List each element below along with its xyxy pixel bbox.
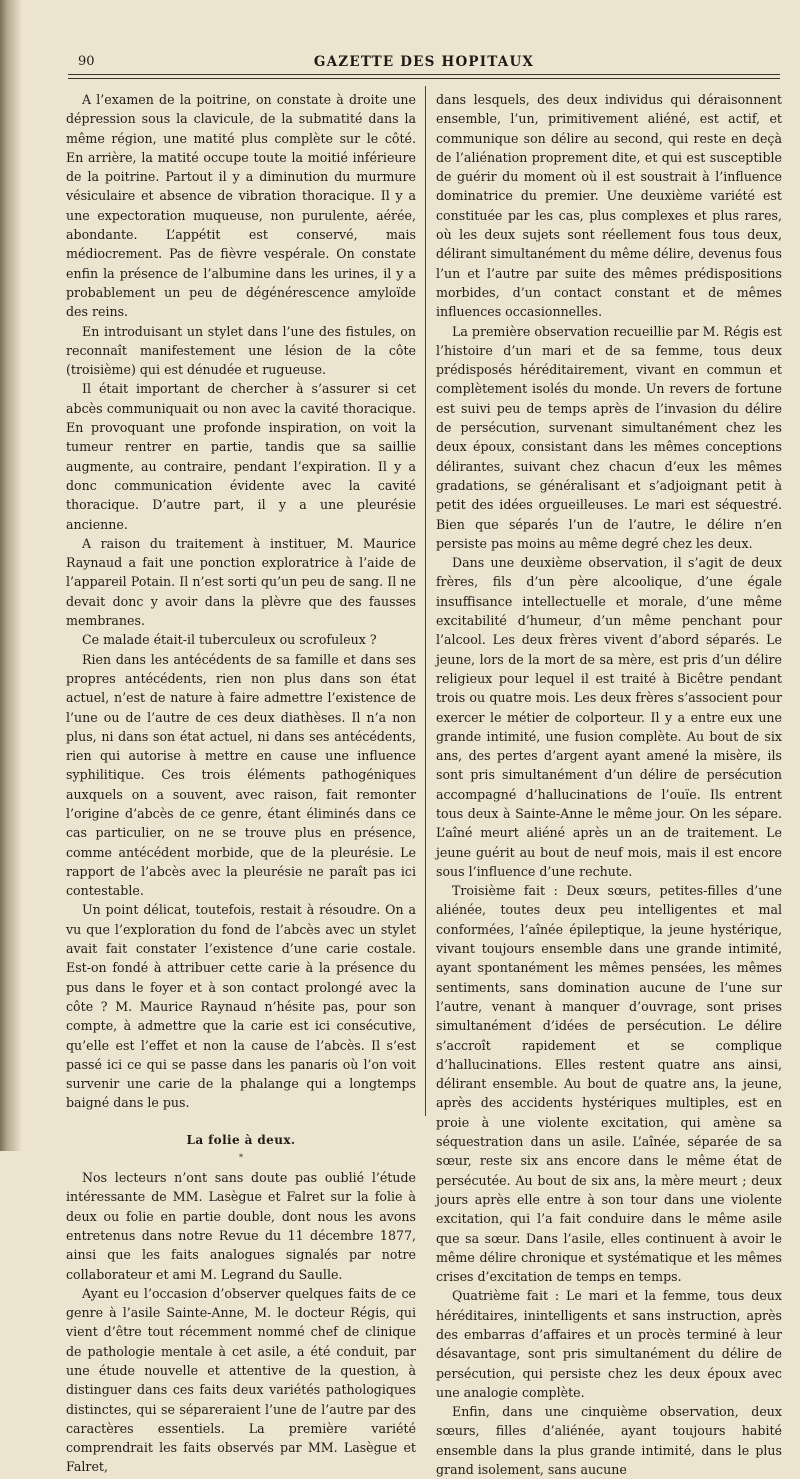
journal-title: GAZETTE DES HOPITAUX: [313, 54, 535, 70]
right-column: [436, 90, 782, 1479]
section-title: La folie à deux.: [186, 1132, 296, 1147]
paragraph: Ce malade était-il tuberculeux ou scrofuleux ?: [82, 632, 377, 648]
paragraph: Rien dans les antécédents de sa famille et dans ses propres antécédents, rien non plus dans son état actuel, n’est de nature à faire admettre l’existence de l’une ou de l’autre de ces deux diathèses. Il n’a non plus, ni dans son état actuel, ni dans ses antécédents, rien qui autorise à mettre en cause une influence syphilitique. Ces trois éléments pathogéniques auxquels on a souvent, avec raison, fait remonter l’origine d’abcès de ce genre, étant éliminés dans ce cas particulier, on ne se trouve plus en présence, comme antécédent morbide, que de la pleurésie. Le rapport de l’abcès avec la pleurésie ne paraît pas ici contestable.: [66, 651, 416, 899]
page-header: [68, 52, 780, 72]
paragraph: Ayant eu l’occasion d’observer quelques faits de ce genre à l’asile Sainte-Anne, M. le docteur Régis, qui vient d’être tout récemment nommé chef de clinique de pathologie mentale à cet asile, a été conduit, par une étude nouvelle et attentive de la question, à distinguer dans ces faits deux variétés pathologiques distinctes, qui se sépareraient l’une de l’autre par des caractères essentiels. La première variété comprendrait les faits observés par MM. Lasègue et Falret,: [66, 1285, 416, 1475]
header-rule-top: [68, 74, 780, 75]
paragraph: Quatrième fait : Le mari et la femme, tous deux héréditaires, inintelligents et sans instruction, après des embarras d’affaires et un procès terminé à leur désavantage, sont pris simultanément du délire de persécution, qui persiste chez les deux époux avec une analogie complète.: [436, 1288, 782, 1400]
paragraph: Un point délicat, toutefois, restait à résoudre. On a vu que l’exploration du fond de l’abcès avec un stylet avait fait constater l’existence d’une carie costale. Est-on fondé à attribuer cette carie à la présence du pus dans le foyer et à son contact prolongé avec la côte ? M. Maurice Raynaud n’hésite pas, pour son compte, à admettre que la carie est ici consécutive, qu’elle est l’effet et non la cause de l’abcès. Il s’est passé ici ce qui se passe dans les panaris où l’on voit survenir une carie de la phalange qui a longtemps baigné dans le pus.: [66, 902, 416, 1111]
paragraph: Dans une deuxième observation, il s’agit de deux frères, fils d’un père alcoolique, d’une égale insuffisance intellectuelle et morale, d’une même excitabilité d’humeur, d’un même penchant pour l’alcool. Les deux frères vivent d’abord séparés. Le jeune, lors de la mort de sa mère, est pris d’un délire religieux pour lequel il est traité à Bicêtre pendant trois ou quatre mois. Les deux frères s’associent pour exercer le métier de colporteur. Il y a entre eux une grande intimité, une fusion complète. Au bout de six ans, des pertes d’argent ayant amené la misère, ils sont pris simultanément d’un délire de persécution accompagné d’hallucinations de l’ouïe. Ils entrent tous deux à Sainte-Anne le même jour. On les sépare. L’aîné meurt aliéné après un an de traitement. Le jeune guérit au bout de neuf mois, mais il est encore sous l’influence d’une rechute.: [436, 555, 782, 879]
column-divider: [425, 86, 426, 1116]
paragraph: dans lesquels, des deux individus qui déraisonnent ensemble, l’un, primitivement aliéné, est actif, et communique son délire au second, qui reste en deçà de l’aliénation proprement dite, et qui est susceptible de guérir du moment où il est soustrait à l’influence dominatrice du premier. Une deuxième variété est constituée par les cas, plus complexes et plus rares, où les deux sujets sont réellement fous tous deux, délirant simultanément du même délire, devenus fous l’un et l’autre par suite des mêmes prédispositions morbides, d’un contact constant et de mêmes influences occasionnelles.: [436, 92, 782, 320]
paragraph: A raison du traitement à instituer, M. Maurice Raynaud a fait une ponction exploratrice à l’aide de l’appareil Potain. Il n’est sorti qu’un peu de sang. Il ne devait donc y avoir dans la plèvre que des fausses membranes.: [66, 535, 416, 629]
paragraph: Nos lecteurs n’ont sans doute pas oublié l’étude intéressante de MM. Lasègue et Falret sur la folie à deux ou folie en partie double, dont nous les avons entretenus dans notre Revue du 11 décembre 1877, ainsi que les faits analogues signalés par notre collaborateur et ami M. Legrand du Saulle.: [66, 1170, 416, 1282]
paragraph: Enfin, dans une cinquième observation, deux sœurs, filles d’aliénée, ayant toujours habité ensemble dans la plus grande intimité, dans le plus grand isolement, sans aucune: [436, 1404, 782, 1478]
left-column: [66, 90, 416, 1477]
section-ornament: *: [239, 1153, 243, 1163]
paragraph: Troisième fait : Deux sœurs, petites-filles d’une aliénée, toutes deux peu intelligentes et mal conformées, l’aînée épileptique, la jeune hystérique, vivant toujours ensemble dans une grande intimité, ayant spontanément les mêmes pensées, les mêmes sentiments, sans domination aucune de l’une sur l’autre, venant à manquer d’ouvrage, sont prises simultanément d’idées de persécution. Le délire s’accroît rapidement et se complique d’hallucinations. Elles restent quatre ans ainsi, délirant ensemble. Au bout de quatre ans, la jeune, après des accidents hystériques multiples, est en proie à une violente excitation, qui amène sa séquestration dans un asile. L’aînée, séparée de sa sœur, reste six ans encore dans le même état de persécutée. Au bout de six ans, la mère meurt ; deux jours après elle entre à son tour dans une violente excitation, qui l’a fait conduire dans le même asile que sa sœur. Dans l’asile, elles continuent à avoir le même délire chronique et systématique et les mêmes crises d’excitation de temps en temps.: [436, 883, 782, 1285]
page-number: 90: [78, 54, 95, 69]
paragraph: Il était important de chercher à s’assurer si cet abcès communiquait ou non avec la cavité thoracique. En provoquant une profonde inspiration, on voit la tumeur rentrer en partie, tandis que sa saillie augmente, au contraire, pendant l’expiration. Il y a donc communication évidente avec la cavité thoracique. D’autre part, il y a une pleurésie ancienne.: [66, 381, 416, 532]
paragraph: A l’examen de la poitrine, on constate à droite une dépression sous la clavicule, de la submatité dans la même région, une matité plus complète sur le côté. En arrière, la matité occupe toute la moitié inférieure de la poitrine. Partout il y a diminution du murmure vésiculaire et absence de vibration thoracique. Il y a une expectoration muqueuse, non purulente, aérée, abondante. L’appétit est conservé, mais médiocrement. Pas de fièvre vespérale. On constate enfin la présence de l’albumine dans les urines, il y a probablement un peu de dégénérescence amyloïde des reins.: [66, 92, 416, 320]
paragraph: La première observation recueillie par M. Régis est l’histoire d’un mari et de sa femme, tous deux prédisposés héréditairement, vivant en commun et complètement isolés du monde. Un revers de fortune est suivi peu de temps après de l’invasion du délire de persécution, survenant simultanément chez les deux époux, consistant dans les mêmes conceptions délirantes, suivant chez chacun d’eux les mêmes gradations, se généralisant et s’adjoignant petit à petit des idées orgueilleuses. Le mari est séquestré. Bien que séparés l’un de l’autre, le délire n’en persiste pas moins au même degré chez les deux.: [436, 323, 782, 551]
header-rule-bottom: [68, 78, 780, 79]
paragraph: En introduisant un stylet dans l’une des fistules, on reconnaît manifestement une lésion de la côte (troisième) qui est dénudée et rugueuse.: [66, 323, 416, 378]
page-binding-edge: [0, 0, 22, 1151]
